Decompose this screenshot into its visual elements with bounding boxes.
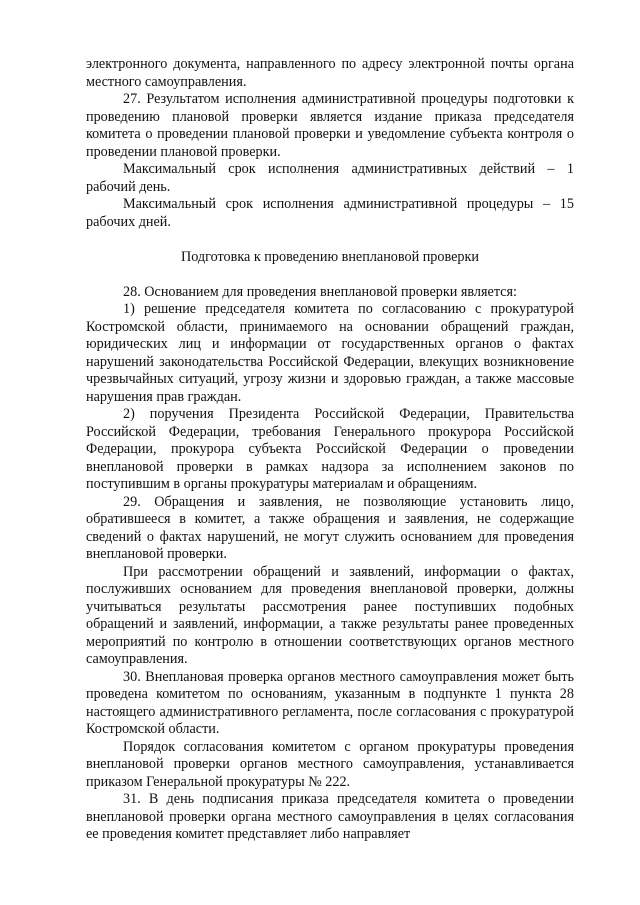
paragraph-29: 29. Обращения и заявления, не позволяющие установить лицо, обратившееся в комитет, а также обращения и заявления, не содержащие сведений о фактах нарушений, не могут служить основанием для проведения внеплановой проверки. — [86, 493, 574, 562]
paragraph-28-item-2: 2) поручения Президента Российской Федерации, Правительства Российской Федерации, требования Генерального прокурора Российской Федерации, прокурора субъекта Российской Федерации о проведении внеплановой проверки в рамках надзора за исполнением законов по поступившим в органы прокуратуры материалам и обращениям. — [86, 406, 574, 492]
paragraph-continuation: электронного документа, направленного по адресу электронной почты органа местного самоуправления. — [86, 56, 574, 90]
paragraph-28: 28. Основанием для проведения внеплановой проверки является: — [123, 283, 517, 300]
paragraph-max-term-procedure: Максимальный срок исполнения административной процедуры – 15 рабочих дней. — [86, 196, 574, 230]
paragraph-28-item-1: 1) решение председателя комитета по согласованию с прокуратурой Костромской области, принимаемого на основании обращений граждан, юридических лиц и информации от государственных органов о фактах нарушений законодательства Российской Федерации, влекущих возникновение чрезвычайных ситуаций, угрозу жизни и здоровью граждан, а также массовые нарушения прав граждан. — [86, 301, 574, 405]
paragraph-31: 31. В день подписания приказа председателя комитета о проведении внеплановой проверки органа местного самоуправления в целях согласования ее проведения комитет представляет либо направляет — [86, 791, 574, 842]
paragraph-30-procedure: Порядок согласования комитетом с органом прокуратуры проведения внеплановой проверки органов местного самоуправления, устанавливается приказом Генеральной прокуратуры № 222. — [86, 738, 574, 790]
document-page — [86, 56, 574, 844]
paragraph-29-consideration: При рассмотрении обращений и заявлений, информации о фактах, послуживших основанием для проведения внеплановой проверки, должны учитываться результаты рассмотрения ранее поступивших подобных обращений и заявлений, информации, а также результаты ранее проведенных мероприятий по контролю в отношении соответствующих органов местного самоуправления. — [86, 563, 574, 667]
paragraph-30: 30. Внеплановая проверка органов местного самоуправления может быть проведена комитетом по основаниям, указанным в подпункте 1 пункта 28 настоящего административного регламента, после согласования с прокуратурой Костромской области. — [86, 668, 574, 737]
section-heading: Подготовка к проведению внеплановой проверки — [181, 249, 479, 265]
paragraph-max-term-actions: Максимальный срок исполнения административных действий – 1 рабочий день. — [86, 161, 574, 195]
paragraph-27: 27. Результатом исполнения административной процедуры подготовки к проведению плановой проверки является издание приказа председателя комитета о проведении плановой проверки и уведомление субъекта контроля о проведении плановой проверки. — [86, 91, 574, 160]
